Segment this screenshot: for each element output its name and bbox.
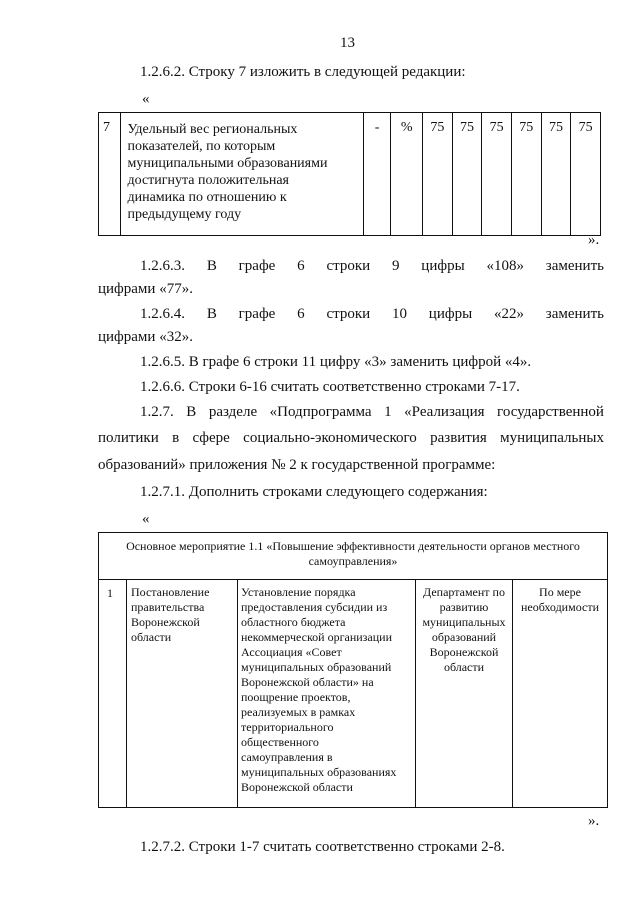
value-cell: 75	[452, 113, 482, 236]
table-row	[99, 113, 601, 236]
paragraph-1-2-7-line-3: образований» приложения № 2 к государственной программе:	[98, 457, 496, 473]
table-header-row	[99, 533, 608, 580]
paragraph-1-2-6-4: 1.2.6.4. В графе 6 строки 10 цифры «22» заменить	[140, 306, 604, 322]
row-number-cell: 7	[99, 113, 121, 236]
indicator-table	[98, 112, 601, 236]
opening-quote: «	[142, 91, 150, 107]
main-measure-header: Основное мероприятие 1.1 «Повышение эффективности деятельности органов местного самоуправления»	[99, 533, 608, 580]
opening-quote: «	[142, 511, 150, 527]
value-cell: 75	[511, 113, 541, 236]
unit-cell: %	[391, 113, 423, 236]
executor-cell: Департамент по развитию муниципальных образований Воронежской области	[416, 580, 513, 808]
value-cell: 75	[482, 113, 512, 236]
paragraph-1-2-7-2: 1.2.7.2. Строки 1-7 считать соответственно строками 2-8.	[140, 839, 505, 855]
paragraph-1-2-6-2: 1.2.6.2. Строку 7 изложить в следующей редакции:	[140, 64, 466, 80]
value-cell: 75	[541, 113, 571, 236]
value-cell: 75	[571, 113, 601, 236]
paragraph-1-2-6-6: 1.2.6.6. Строки 6-16 считать соответственно строками 7-17.	[140, 379, 520, 395]
paragraph-1-2-6-3-tail: цифрами «77».	[98, 281, 193, 297]
paragraph-1-2-7-line-1: 1.2.7. В разделе «Подпрограмма 1 «Реализация государственной	[140, 404, 604, 420]
value-cell: 75	[423, 113, 453, 236]
paragraph-1-2-6-3: 1.2.6.3. В графе 6 строки 9 цифры «108» заменить	[140, 258, 604, 274]
deadline-cell: По мере необходимости	[513, 580, 608, 808]
closing-quote: ».	[588, 813, 600, 829]
indicator-name-cell: Удельный вес региональных показателей, по которым муниципальными образованиями достигнута положительная динамика по отношению к предыдущему году	[121, 113, 363, 236]
dash-cell: -	[363, 113, 391, 236]
paragraph-1-2-6-5: 1.2.6.5. В графе 6 строки 11 цифру «3» заменить цифрой «4».	[140, 354, 532, 370]
page-number: 13	[340, 35, 355, 51]
closing-quote: ».	[588, 232, 600, 248]
legal-act-cell: Постановление правительства Воронежской области	[127, 580, 238, 808]
measures-table	[98, 532, 608, 808]
description-cell: Установление порядка предоставления субсидии из областного бюджета некоммерческой организации Ассоциация «Совет муниципальных образований Воронежской области» на поощрение проектов, реализуемых в рамках территориального общественного самоуправления в муниципальных образованиях Воронежской области	[238, 580, 416, 808]
table-row	[99, 580, 608, 808]
paragraph-1-2-6-4-tail: цифрами «32».	[98, 329, 193, 345]
paragraph-1-2-7-line-2: политики в сфере социально-экономического развития муниципальных	[98, 430, 604, 446]
row-number-cell: 1	[99, 580, 127, 808]
paragraph-1-2-7-1: 1.2.7.1. Дополнить строками следующего содержания:	[140, 484, 488, 500]
